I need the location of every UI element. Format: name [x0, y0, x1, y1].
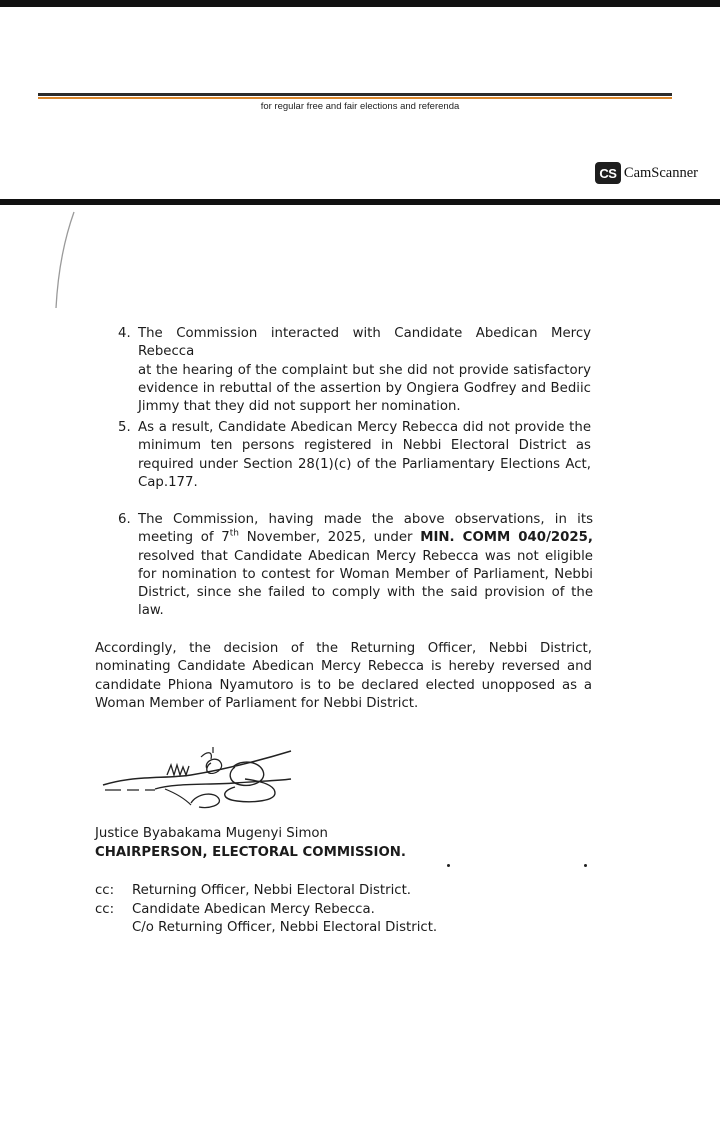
footer-rule-dark — [38, 93, 672, 96]
cc-recipient-care-of: C/o Returning Officer, Nebbi Electoral District. — [132, 920, 438, 935]
conclusion-line: Woman Member of Parliament for Nebbi District. — [95, 695, 419, 711]
paragraph-line: at the hearing of the complaint but she did not provide satisfactory — [138, 362, 591, 378]
cc-label: cc: — [95, 902, 115, 917]
paragraph-line: As a result, Candidate Abedican Mercy Rebecca did not provide the — [138, 420, 591, 435]
paragraph-line: required under Section 28(1)(c) of the Parliamentary Elections Act, — [138, 456, 591, 472]
cc-recipient: Returning Officer, Nebbi Electoral District. — [132, 883, 412, 898]
minute-reference: MIN. COMM 040/2025, — [420, 530, 593, 546]
paragraph-5 — [118, 419, 591, 492]
ordinal-suffix: th — [229, 528, 239, 539]
paragraph-line: Jimmy that they did not support her nomination. — [138, 399, 461, 415]
camscanner-label: CamScanner — [623, 164, 698, 181]
cc-recipient: Candidate Abedican Mercy Rebecca. — [132, 902, 375, 917]
conclusion-paragraph — [95, 640, 592, 713]
footer-rule-orange — [38, 97, 672, 99]
paper-crease-mark — [52, 210, 80, 310]
paragraph-line: minimum ten persons registered in Nebbi Electoral District as — [138, 438, 591, 454]
footer-tagline: for regular free and fair elections and referenda — [260, 101, 460, 112]
paragraph-6 — [118, 511, 593, 621]
paragraph-number: 5. — [118, 420, 131, 435]
paragraph-line: District, since she failed to comply with the said provision of the — [138, 585, 593, 601]
handwritten-signature — [95, 745, 325, 835]
signatory-title: CHAIRPERSON, ELECTORAL COMMISSION. — [95, 845, 406, 860]
scan-top-border — [0, 0, 720, 7]
paragraph-line: for nomination to contest for Woman Member of Parliament, Nebbi — [138, 566, 593, 582]
paragraph-line: evidence in rebuttal of the assertion by Ongiera Godfrey and Bediic — [138, 380, 591, 396]
paragraph-line: The Commission interacted with Candidate Abedican Mercy Rebecca — [138, 326, 591, 360]
scan-speck — [584, 864, 587, 867]
page-divider — [0, 199, 720, 205]
conclusion-line: nominating Candidate Abedican Mercy Rebecca is hereby reversed and — [95, 659, 592, 675]
paragraph-line: Cap.177. — [138, 474, 198, 490]
paragraph-4 — [118, 325, 591, 416]
cc-label: cc: — [95, 883, 115, 898]
paragraph-line: law. — [138, 603, 164, 619]
meeting-text: meeting of 7 — [138, 530, 230, 546]
paragraph-line: resolved that Candidate Abedican Mercy Rebecca was not eligible — [138, 548, 593, 564]
date-text: November, 2025, under — [239, 530, 421, 546]
paragraph-number: 6. — [118, 512, 131, 527]
camscanner-logo-icon: CS — [595, 162, 621, 184]
conclusion-line: Accordingly, the decision of the Returning Officer, Nebbi District, — [95, 641, 592, 656]
camscanner-watermark — [595, 162, 698, 184]
paragraph-line-with-minute — [138, 529, 593, 547]
conclusion-line: candidate Phiona Nyamutoro is to be declared elected unopposed as a — [95, 677, 592, 693]
signatory-name: Justice Byabakama Mugenyi Simon — [95, 826, 328, 841]
paragraph-number: 4. — [118, 326, 131, 341]
paragraph-line: The Commission, having made the above observations, in its — [138, 512, 593, 527]
scan-speck — [447, 864, 450, 867]
